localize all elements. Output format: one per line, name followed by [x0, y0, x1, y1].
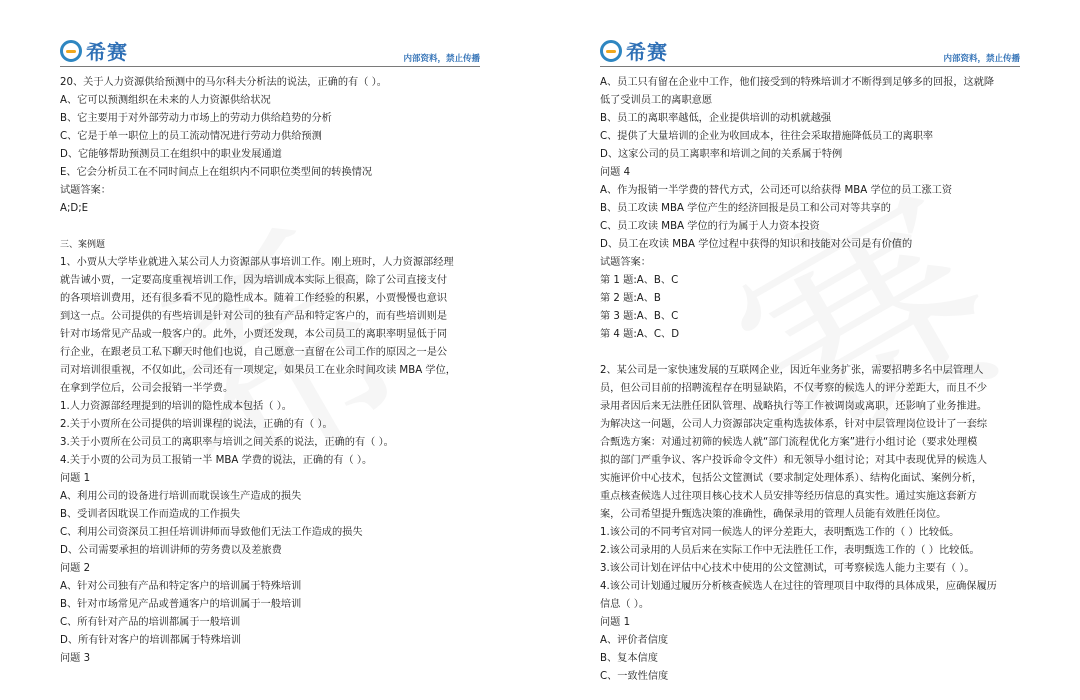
answer-value: 第 4 题:A、C、D: [600, 329, 680, 340]
text-line: 就告诫小贾，一定要高度重视培训工作，因为培训成本实际上很高，除了公司直接支付: [60, 275, 448, 286]
text-line: 合甄选方案：对通过初筛的候选人就“部门流程优化方案”进行小组讨论（要求处理模: [600, 437, 978, 448]
text-line: B、员工的离职率越低，企业提供培训的动机就越强: [600, 113, 832, 124]
text-line: 3.该公司计划在评估中心技术中使用的公文筐测试，可考察候选人能力主要有（ ）。: [600, 563, 975, 574]
text-line: 实施评价中心技术，包括公文筐测试（要求制定处理体系）、结构化面试、案例分析，: [600, 473, 983, 484]
answer-label: 试题答案：: [600, 257, 651, 268]
text-line: C、利用公司资深员工担任培训讲师而导致他们无法工作造成的损失: [60, 527, 363, 538]
text-line: D、这家公司的员工离职率和培训之间的关系属于特例: [600, 149, 843, 160]
text-line: A、员工只有留在企业中工作，他们接受到的特殊培训才不断得到足够多的回报，这就降: [600, 77, 995, 88]
logo-text: 希赛: [86, 40, 128, 64]
header-divider: [600, 66, 1020, 67]
spacer: [600, 344, 1020, 362]
text-line: 信息（ ）。: [600, 599, 650, 610]
question-label: 问题 1: [600, 617, 631, 628]
text-line: 1、小贾从大学毕业就进入某公司人力资源部从事培训工作。刚上班时，人力资源部经理: [60, 257, 454, 268]
text-line: C、一致性信度: [600, 671, 669, 682]
question-label: 问题 3: [60, 653, 91, 664]
text-line: 4.该公司计划通过履历分析核查候选人在过往的管理项目中取得的具体成果，应确保履历: [600, 581, 997, 592]
text-line: E、它会分析员工在不同时间点上在组织内不同职位类型间的转换情况: [60, 167, 373, 178]
text-line: B、针对市场常见产品或普通客户的培训属于一般培训: [60, 599, 302, 610]
text-line: C、提供了大量培训的企业为收回成本，往往会采取措施降低员工的离职率: [600, 131, 934, 142]
text-line: A、利用公司的设备进行培训而耽误该生产造成的损失: [60, 491, 302, 502]
text-line: B、复本信度: [600, 653, 658, 664]
text-line: 的各项培训费用，还有很多看不见的隐性成本。随着工作经验的积累，小贾慢慢也意识: [60, 293, 448, 304]
header-note: 内部资料，禁止传播: [403, 54, 480, 64]
text-line: A、它可以预测组织在未来的人力资源供给状况: [60, 95, 271, 106]
text-line: C、员工攻读 MBA 学位的行为属于人力资本投资: [600, 221, 820, 232]
text-line: 3.关于小贾所在公司员工的离职率与培训之间关系的说法，正确的有（ ）。: [60, 437, 394, 448]
text-line: 1.该公司的不同考官对同一候选人的评分差距大，表明甄选工作的（ ）比较低。: [600, 527, 960, 538]
text-line: B、员工攻读 MBA 学位产生的经济回报是员工和公司对等共享的: [600, 203, 891, 214]
text-line: 案，公司希望提升甄选决策的准确性，确保录用的管理人员能有效胜任岗位。: [600, 509, 947, 520]
text-line: 2、某公司是一家快速发展的互联网企业，因近年业务扩张，需要招聘多名中层管理人: [600, 365, 984, 376]
text-line: 到这一点。公司提供的有些培训是针对公司的独有产品和特定客户的，而有些培训则是: [60, 311, 448, 322]
text-line: 低了受训员工的离职意愿: [600, 95, 713, 106]
text-line: 针对市场常见产品或一般客户的。此外，小贾还发现，本公司员工的离职率明显低于同: [60, 329, 448, 340]
spacer: [60, 218, 480, 236]
page-header: [60, 34, 480, 66]
text-line: A、针对公司独有产品和特定客户的培训属于特殊培训: [60, 581, 302, 592]
text-line: D、公司需要承担的培训讲师的劳务费以及差旅费: [60, 545, 282, 556]
text-line: 4.关于小贾的公司为员工报销一半 MBA 学费的说法，正确的有（ ）。: [60, 455, 373, 466]
right-page: [540, 0, 1080, 700]
text-line: 1.人力资源部经理提到的培训的隐性成本包括（ ）。: [60, 401, 292, 412]
text-line: A、作为报销一半学费的替代方式，公司还可以给获得 MBA 学位的员工涨工资: [600, 185, 953, 196]
logo-icon: [60, 40, 82, 62]
text-line: A、评价者信度: [600, 635, 669, 646]
question-label: 问题 2: [60, 563, 91, 574]
logo-icon: [600, 40, 622, 62]
logo-text: 希赛: [626, 40, 668, 64]
text-line: 司对培训很重视，不仅如此，公司还有一项规定，如果员工在业余时间攻读 MBA 学位，: [60, 365, 456, 376]
text-line: D、它能够帮助预测员工在组织中的职业发展通道: [60, 149, 282, 160]
answer-value: 第 1 题:A、B、C: [600, 275, 679, 286]
text-line: 20、关于人力资源供给预测中的马尔科夫分析法的说法，正确的有（ ）。: [60, 77, 387, 88]
text-line: 为解决这一问题，公司人力资源部决定重构选拔体系，针对中层管理岗位设计了一套综: [600, 419, 988, 430]
text-line: 在拿到学位后，公司会报销一半学费。: [60, 383, 234, 394]
header-note: 内部资料，禁止传播: [943, 54, 1020, 64]
answer-value: 第 2 题:A、B: [600, 293, 661, 304]
question-label: 问题 4: [600, 167, 631, 178]
text-line: C、它是于单一职位上的员工流动情况进行劳动力供给预测: [60, 131, 322, 142]
text-line: 拟的部门严重争议、客户投诉命令文件）和无领导小组讨论；对其中表现优异的候选人: [600, 455, 988, 466]
text-line: C、所有针对产品的培训都属于一般培训: [60, 617, 241, 628]
text-line: 2.该公司录用的人员后来在实际工作中无法胜任工作，表明甄选工作的（ ）比较低。: [600, 545, 980, 556]
left-page-content: [60, 74, 480, 668]
text-line: 重点核查候选人过往项目核心技术人员安排等经历信息的真实性。通过实施这套新方: [600, 491, 977, 502]
section-heading: 三、案例题: [60, 240, 106, 250]
header-divider: [60, 66, 480, 67]
text-line: B、受训者因耽误工作而造成的工作损失: [60, 509, 241, 520]
text-line: D、员工在攻读 MBA 学位过程中获得的知识和技能对公司是有价值的: [600, 239, 913, 250]
page-header: [600, 34, 1020, 66]
logo: [600, 36, 668, 65]
text-line: D、所有针对客户的培训都属于特殊培训: [60, 635, 242, 646]
logo: [60, 36, 128, 65]
text-line: 员，但公司目前的招聘流程存在明显缺陷，不仅考察的候选人的评分差距大，而且不少: [600, 383, 988, 394]
text-line: 行企业，在跟老员工私下聊天时他们也说，自己愿意一直留在公司工作的原因之一是公: [60, 347, 448, 358]
text-line: 录用者因后来无法胜任团队管理、战略执行等工作被调岗或离职，还影响了业务推进。: [600, 401, 988, 412]
right-page-content: [600, 74, 1020, 686]
answer-value: A;D;E: [60, 203, 89, 214]
text-line: B、它主要用于对外部劳动力市场上的劳动力供给趋势的分析: [60, 113, 332, 124]
question-label: 问题 1: [60, 473, 91, 484]
text-line: 2.关于小贾所在公司提供的培训课程的说法，正确的有（ ）。: [60, 419, 333, 430]
answer-value: 第 3 题:A、B、C: [600, 311, 679, 322]
answer-label: 试题答案：: [60, 185, 111, 196]
